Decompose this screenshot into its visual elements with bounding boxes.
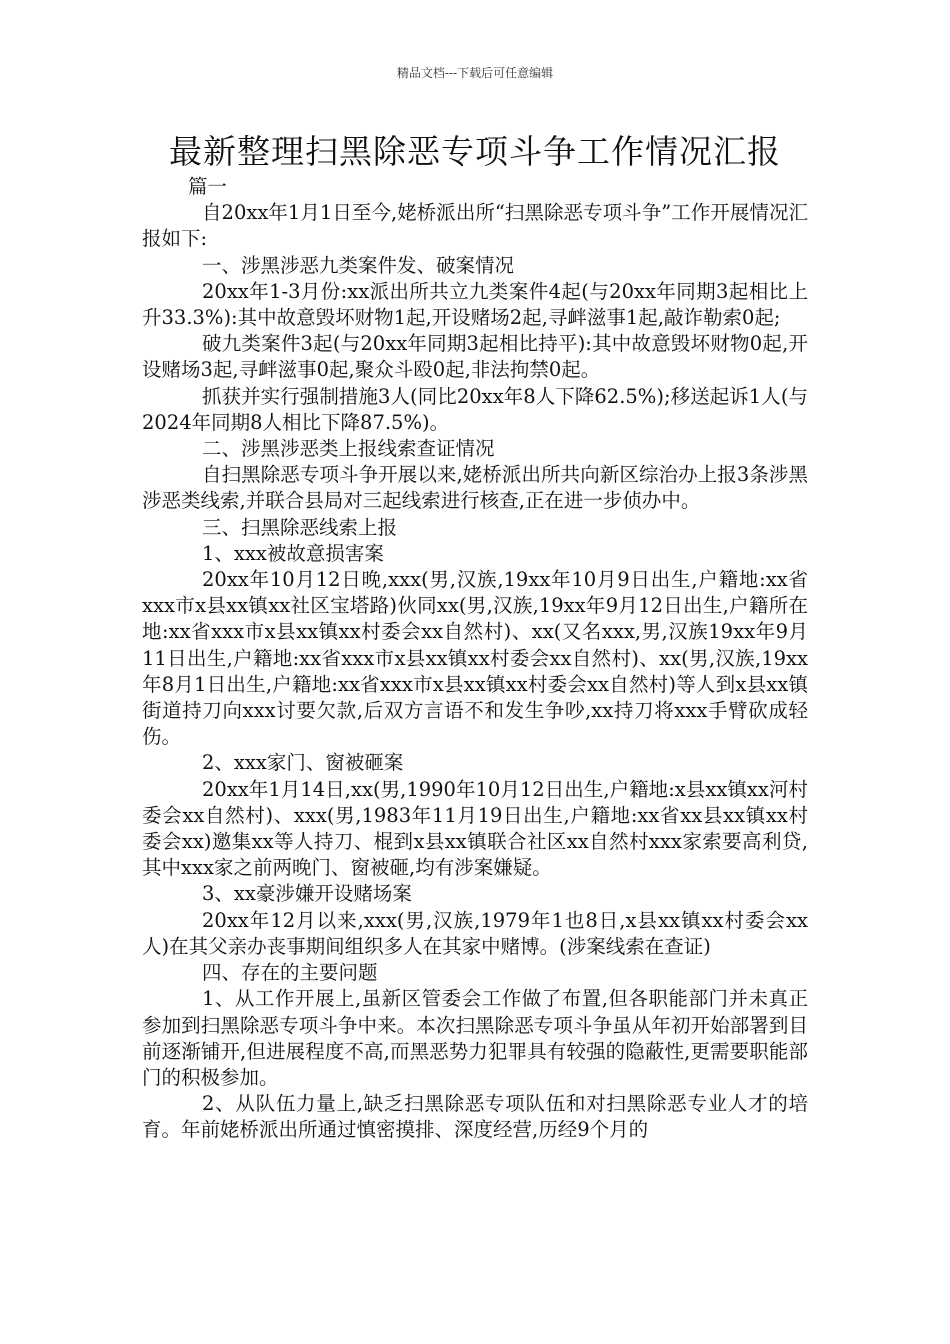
case-3-details: 20xx年12月以来,xxx(男,汉族,1979年1也8日,x县xx镇xx村委会xx人)在其父亲办丧事期间组织多人在其家中赌博。(涉案线索在查证) [142, 908, 808, 958]
page-header-watermark: 精品文档---下载后可任意编辑 [396, 66, 554, 80]
document-body [142, 174, 808, 1144]
case-1-title: 1、xxx被故意损害案 [202, 541, 384, 565]
problem-2-paragraph: 2、从队伍力量上,缺乏扫黑除恶专项队伍和对扫黑除恶专业人才的培育。年前姥桥派出所通过慎密摸排、深度经营,历经9个月的 [142, 1092, 808, 1142]
heading-main-problems: 四、存在的主要问题 [202, 961, 378, 985]
paragraph-cases-filed: 20xx年1-3月份:xx派出所共立九类案件4起(与20xx年同期3起相比上升33.3%):其中故意毁坏财物1起,开设赌场2起,寻衅滋事1起,敲诈勒索0起; [142, 279, 808, 330]
paragraph-cases-solved: 破九类案件3起(与20xx年同期3起相比持平):其中故意毁坏财物0起,开设赌场3起,寻衅滋事0起,聚众斗殴0起,非法拘禁0起。 [142, 332, 808, 382]
paragraph-leads-verification: 自扫黑除恶专项斗争开展以来,姥桥派出所共向新区综治办上报3条涉黑涉恶类线索,并联合县局对三起线索进行核查,正在进一步侦办中。 [142, 463, 808, 513]
case-2-details: 20xx年1月14日,xx(男,1990年10月12日出生,户籍地:x县xx镇xx河村委会xx自然村)、xxx(男,1983年11月19日出生,户籍地:xx省xx县xx镇xx村委会xx)邀集xx等人持刀、棍到x县xx镇联合社区xx自然村xxx家索要高利贷,其中xxx家之前两晚门、窗被砸,均有涉案嫌疑。 [142, 777, 808, 880]
case-3-title: 3、xx豪涉嫌开设赌场案 [202, 882, 412, 906]
case-1-details: 20xx年10月12日晚,xxx(男,汉族,19xx年10月9日出生,户籍地:xx省xxx市x县xx镇xx社区宝塔路)伙同xx(男,汉族,19xx年9月12日出生,户籍所在地:xx省xxx市x县xx镇xx村委会xx自然村)、xx(又名xxx,男,汉族19xx年9月11日出生,户籍地:xx省xxx市x县xx镇xx村委会xx自然村)、xx(男,汉族,19xx年8月1日出生,户籍地:xx省xxx市x县xx镇xx村委会xx自然村)等人到x县xx镇街道持刀向xxx讨要欠款,后双方言语不和发生争吵,xx持刀将xxx手臂砍成轻伤。 [142, 568, 808, 749]
intro-paragraph: 自20xx年1月1日至今,姥桥派出所“扫黑除恶专项斗争”工作开展情况汇报如下: [142, 201, 808, 251]
paragraph-arrests: 抓获并实行强制措施3人(同比20xx年8人下降62.5%);移送起诉1人(与2024年同期8人相比下降87.5%)。 [142, 384, 808, 434]
document-title: 最新整理扫黑除恶专项斗争工作情况汇报 [169, 132, 781, 171]
section-label: 篇一 [188, 175, 228, 198]
problem-1-paragraph: 1、从工作开展上,虽新区管委会工作做了布置,但各职能部门并未真正参加到扫黑除恶专项斗争中来。本次扫黑除恶专项斗争虽从年初开始部署到目前逐渐铺开,但进展程度不高,而黑恶势力犯罪具有较强的隐蔽性,更需要职能部门的积极参加。 [142, 987, 808, 1089]
heading-leads-report: 三、扫黑除恶线索上报 [202, 515, 398, 539]
heading-leads-verification: 二、涉黑涉恶类上报线索查证情况 [202, 437, 495, 461]
case-2-title: 2、xxx家门、窗被砸案 [202, 751, 404, 775]
heading-case-stats: 一、涉黑涉恶九类案件发、破案情况 [202, 253, 515, 277]
